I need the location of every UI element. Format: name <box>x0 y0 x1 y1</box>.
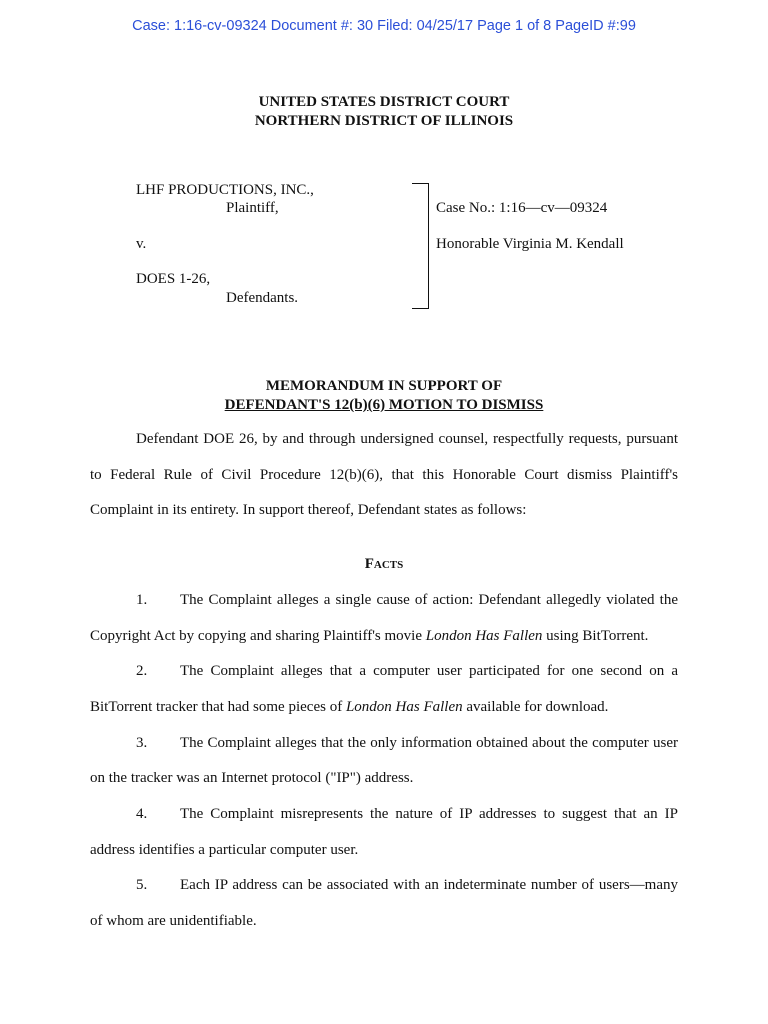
plaintiff-role: Plaintiff, <box>226 200 279 216</box>
para-2-text: BitTorrent tracker that had some pieces of <box>90 699 346 715</box>
versus: v. <box>136 236 147 252</box>
para-1-movie-title: London Has Fallen <box>425 628 543 644</box>
para-3-line-1: The Complaint alleges that the only information obtained about the computer user <box>180 735 678 751</box>
court-title <box>0 93 768 131</box>
court-district: NORTHERN DISTRICT OF ILLINOIS <box>254 113 514 129</box>
intro-line-3: Complaint in its entirety. In support thereof, Defendant states as follows: <box>90 502 527 518</box>
para-5-number: 5. <box>136 877 148 893</box>
intro-line-2: to Federal Rule of Civil Procedure 12(b)(6), that this Honorable Court dismiss Plaintiff's <box>90 467 678 483</box>
ecf-header-stamp: Case: 1:16-cv-09324 Document #: 30 Filed: 04/25/17 Page 1 of 8 PageID #:99 <box>132 18 636 34</box>
intro-line-1: Defendant DOE 26, by and through undersigned counsel, respectfully requests, pursuant <box>136 431 678 447</box>
caption-bracket <box>412 183 429 309</box>
para-5-line-2: of whom are unidentifiable. <box>90 913 257 929</box>
memo-title-line2: DEFENDANT'S 12(b)(6) MOTION TO DISMISS <box>224 397 544 413</box>
para-2-number: 2. <box>136 663 148 679</box>
para-1-text-end: using BitTorrent. <box>542 628 649 644</box>
para-3-number: 3. <box>136 735 148 751</box>
para-3-line-2: on the tracker was an Internet protocol ("IP") address. <box>90 770 414 786</box>
memo-title <box>0 377 768 415</box>
facts-heading: Facts <box>364 556 404 572</box>
para-1-text: Copyright Act by copying and sharing Plaintiff's movie <box>90 628 426 644</box>
para-4-number: 4. <box>136 806 148 822</box>
defendant-name: DOES 1-26, <box>136 271 211 287</box>
memo-title-line1: MEMORANDUM IN SUPPORT OF <box>265 378 503 394</box>
para-1-line-1: The Complaint alleges a single cause of action: Defendant allegedly violated the <box>180 592 678 608</box>
para-4-line-2: address identifies a particular computer user. <box>90 842 359 858</box>
case-number: Case No.: 1:16—cv—09324 <box>436 200 608 216</box>
court-name: UNITED STATES DISTRICT COURT <box>258 94 510 110</box>
para-2-movie-title: London Has Fallen <box>345 699 463 715</box>
para-2-line-1: The Complaint alleges that a computer user participated for one second on a <box>180 663 678 679</box>
defendant-role: Defendants. <box>226 290 299 306</box>
para-4-line-1: The Complaint misrepresents the nature of IP addresses to suggest that an IP <box>180 806 678 822</box>
para-1-number: 1. <box>136 592 148 608</box>
para-2-text-end: available for download. <box>462 699 609 715</box>
judge-name: Honorable Virginia M. Kendall <box>436 236 624 252</box>
para-5-line-1: Each IP address can be associated with an indeterminate number of users—many <box>180 877 678 893</box>
para-1-line-2 <box>90 628 678 645</box>
para-2-line-2 <box>90 699 678 716</box>
plaintiff-name: LHF PRODUCTIONS, INC., <box>136 182 314 198</box>
